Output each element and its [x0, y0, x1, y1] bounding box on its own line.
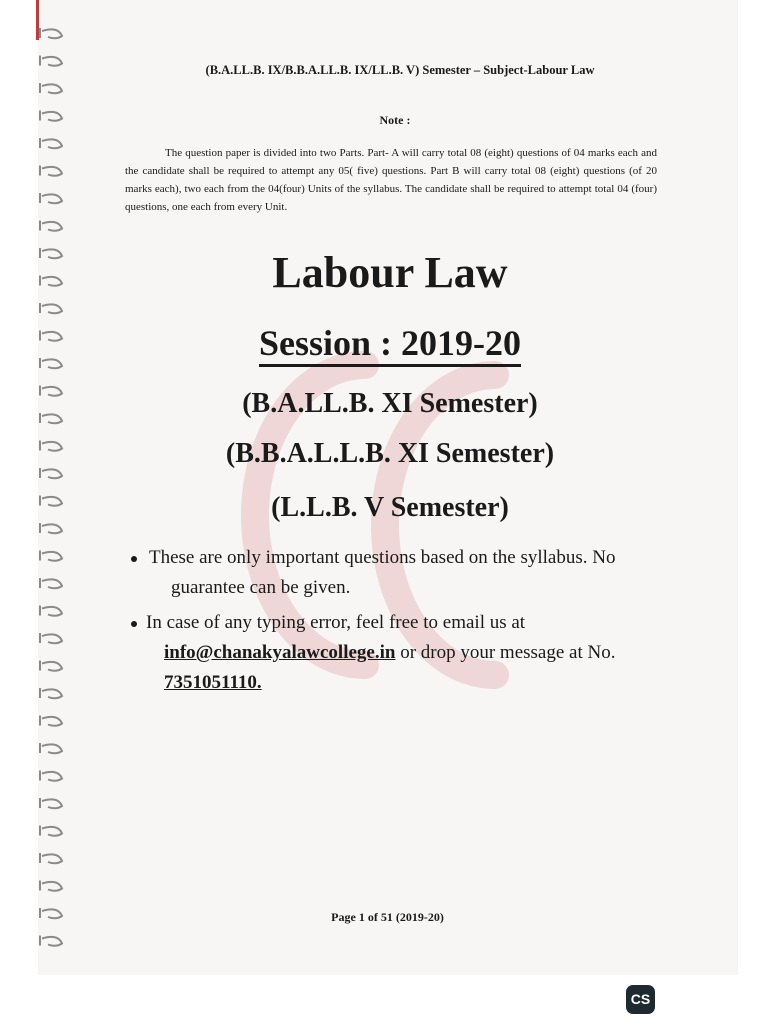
- bullet-dot-icon: [131, 621, 137, 627]
- disclaimer-line-1: These are only important questions based on the syllabus. No: [149, 547, 616, 568]
- spiral-coil: [40, 743, 62, 753]
- spiral-coil: [40, 826, 62, 836]
- spiral-coil: [40, 716, 62, 726]
- semester-line-2: (B.B.A.L.L.B. XI Semester): [225, 438, 555, 469]
- spiral-coil: [40, 771, 62, 781]
- spiral-coil: [40, 83, 62, 93]
- spiral-coil: [40, 468, 62, 478]
- spiral-coil: [40, 138, 62, 148]
- contact-line-1: In case of any typing error, feel free to email us at: [146, 612, 526, 633]
- spiral-coil: [40, 413, 62, 423]
- subject-heading: Labour Law: [272, 248, 508, 297]
- page-footer: Page 1 of 51 (2019-20): [331, 910, 444, 924]
- spiral-coil: [40, 798, 62, 808]
- contact-bullet: [131, 608, 655, 698]
- paper-title: (B.A.LL.B. IX/B.B.A.LL.B. IX/LL.B. V) Semester – Subject-Labour Law: [205, 63, 595, 77]
- spiral-coil: [40, 936, 62, 946]
- spiral-coil: [40, 881, 62, 891]
- camscanner-badge: CS: [626, 985, 655, 1014]
- session-heading: [100, 322, 680, 364]
- spiral-coil: [40, 578, 62, 588]
- spiral-coil: [40, 221, 62, 231]
- disclaimer-line-2: guarantee can be given.: [171, 577, 351, 598]
- spiral-coil: [40, 441, 62, 451]
- spiral-coil: [40, 166, 62, 176]
- disclaimer-text: [131, 543, 655, 603]
- contact-line-3: [146, 668, 655, 698]
- spiral-coil: [40, 606, 62, 616]
- phone-number: 7351051110.: [164, 672, 262, 693]
- contact-line-2: [146, 638, 655, 668]
- spiral-coil: [40, 56, 62, 66]
- bullet-dot-icon: [131, 556, 137, 562]
- note-text: The question paper is divided into two Parts. Part- A will carry total 08 (eight) questions of 04 marks each and the candidate shall be required to attempt any 05( five) questions. Part B will carry total 08 (eight) questions (of 20 marks each), two each from the 04(four) Units of the syllabus. The candidate shall be required to attempt total 04 (four) questions, one each from every Unit.: [125, 147, 657, 213]
- contact-text: [131, 608, 655, 698]
- contact-line-2-rest: or drop your message at No.: [395, 642, 616, 663]
- semester-line-3: (L.L.B. V Semester): [271, 492, 509, 523]
- note-label: Note :: [379, 113, 411, 127]
- spiral-coil: [40, 661, 62, 671]
- spiral-coil: [40, 551, 62, 561]
- spiral-coil: [40, 523, 62, 533]
- spiral-coil: [40, 111, 62, 121]
- email-link[interactable]: info@chanakyalawcollege.in: [164, 642, 396, 663]
- spiral-coil: [40, 908, 62, 918]
- spiral-coil: [40, 193, 62, 203]
- spiral-coil: [40, 248, 62, 258]
- spiral-coil: [40, 276, 62, 286]
- spiral-coil: [40, 386, 62, 396]
- spiral-coil: [40, 358, 62, 368]
- spiral-coil: [40, 688, 62, 698]
- session-text: Session : 2019-20: [259, 323, 521, 367]
- spiral-coil: [40, 28, 62, 38]
- semester-line-1: (B.A.LL.B. XI Semester): [242, 388, 538, 419]
- disclaimer-bullet: [131, 543, 655, 603]
- spiral-coil: [40, 633, 62, 643]
- spiral-coil: [40, 303, 62, 313]
- spiral-coil: [40, 331, 62, 341]
- spiral-coil: [40, 853, 62, 863]
- spiral-coil: [40, 496, 62, 506]
- spiral-binding: [36, 20, 76, 970]
